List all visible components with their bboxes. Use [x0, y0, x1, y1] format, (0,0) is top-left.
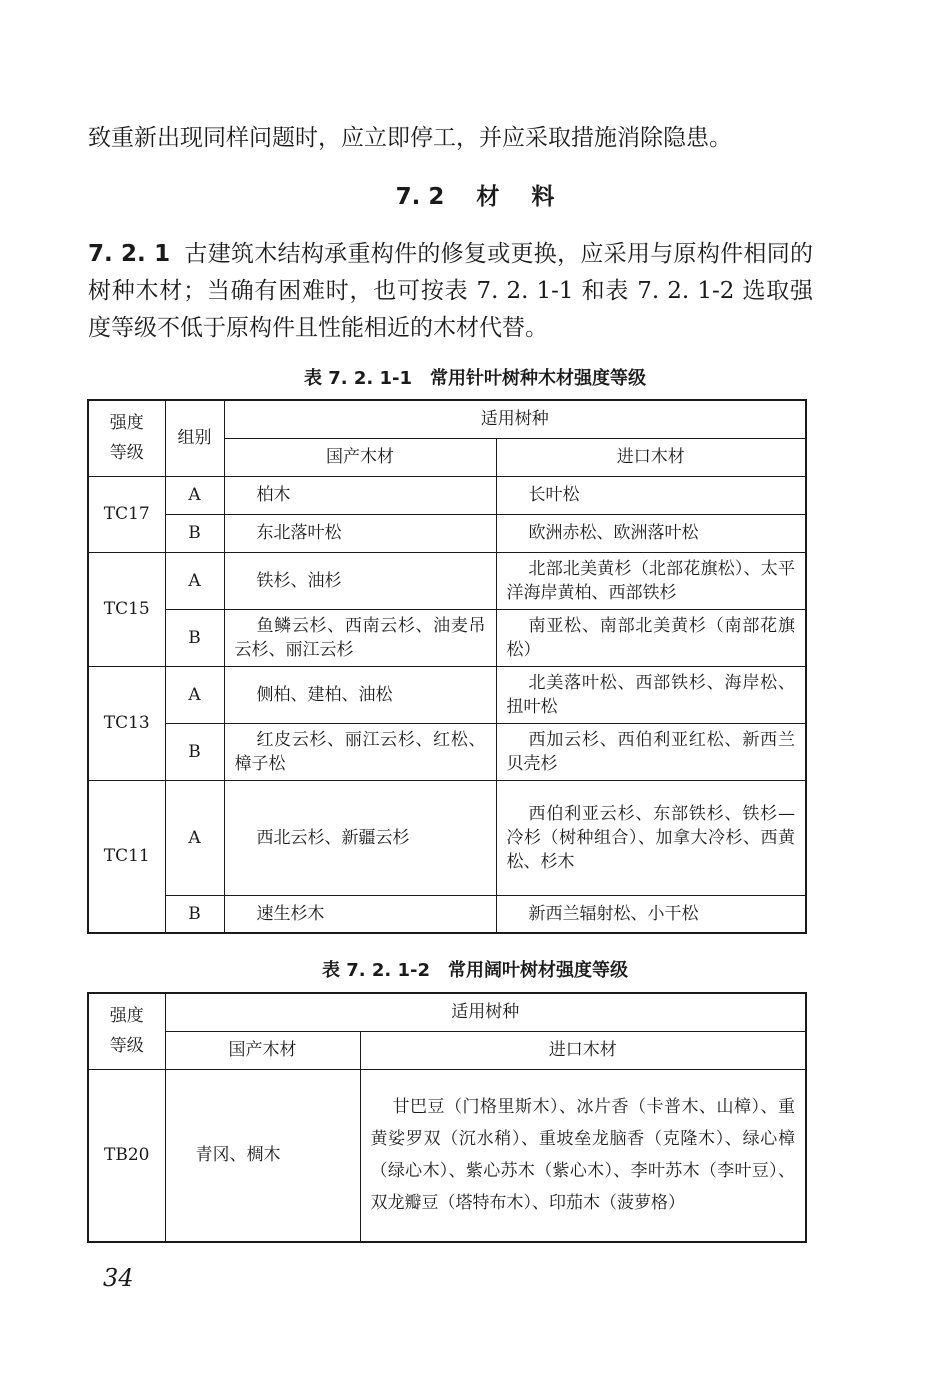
imported-cell: 西伯利亚云杉、东部铁杉、铁杉—冷杉（树种组合）、加拿大冷杉、西黄松、杉木 — [496, 780, 806, 895]
imported-cell: 北部北美黄杉（北部花旗松）、太平洋海岸黄柏、西部铁杉 — [496, 552, 806, 609]
group-cell: B — [165, 609, 224, 666]
imported-cell: 西加云杉、西伯利亚红松、新西兰贝壳杉 — [496, 723, 806, 780]
domestic-cell: 东北落叶松 — [224, 514, 496, 552]
domestic-cell: 西北云杉、新疆云杉 — [224, 780, 496, 895]
section-number: 7. 2 — [395, 184, 445, 210]
clause-text: 古建筑木结构承重构件的修复或更换，应采用与原构件相同的树种木材；当确有困难时，也可按表 7. 2. 1-1 和表 7. 2. 1-2 选取强度等级不低于原构件且性能相近的木材代替。 — [88, 241, 814, 341]
header-species: 适用树种 — [224, 400, 806, 438]
imported-cell: 甘巴豆（门格里斯木）、冰片香（卡普木、山樟）、重黄娑罗双（沉水稍）、重坡垒龙脑香（克隆木）、绿心樟（绿心木）、紫心苏木（紫心木）、李叶苏木（李叶豆）、双龙瓣豆（塔特布木）、印茄木（菠萝格） — [360, 1069, 806, 1242]
domestic-cell: 铁杉、油杉 — [224, 552, 496, 609]
domestic-cell: 速生杉木 — [224, 895, 496, 933]
table-softwood-grades — [87, 399, 807, 934]
group-cell: A — [165, 552, 224, 609]
table2-caption: 表 7. 2. 1-2 常用阔叶树材强度等级 — [321, 960, 629, 981]
grade-cell: TC13 — [88, 666, 165, 780]
domestic-cell: 红皮云杉、丽江云杉、红松、樟子松 — [224, 723, 496, 780]
header-species: 适用树种 — [165, 993, 806, 1031]
group-cell: B — [165, 895, 224, 933]
grade-cell: TC15 — [88, 552, 165, 666]
domestic-cell: 侧柏、建柏、油松 — [224, 666, 496, 723]
table-hardwood-grades — [87, 992, 807, 1243]
domestic-cell: 青冈、椆木 — [165, 1069, 360, 1242]
header-domestic: 国产木材 — [165, 1031, 360, 1069]
group-cell: B — [165, 723, 224, 780]
group-cell: A — [165, 666, 224, 723]
imported-cell: 欧洲赤松、欧洲落叶松 — [496, 514, 806, 552]
imported-cell: 北美落叶松、西部铁杉、海岸松、扭叶松 — [496, 666, 806, 723]
imported-cell: 南亚松、南部北美黄杉（南部花旗松） — [496, 609, 806, 666]
header-group: 组别 — [165, 400, 224, 476]
group-cell: A — [165, 780, 224, 895]
clause-number: 7. 2. 1 — [88, 241, 171, 267]
header-imported: 进口木材 — [496, 438, 806, 476]
section-title-char-2: 料 — [531, 184, 555, 210]
grade-cell: TB20 — [88, 1069, 165, 1242]
paragraph-continuation: 致重新出现同样问题时，应立即停工，并应采取措施消除隐患。 — [88, 125, 732, 151]
header-imported: 进口木材 — [360, 1031, 806, 1069]
section-title-char-1: 材 — [476, 184, 500, 210]
group-cell: A — [165, 476, 224, 514]
header-grade: 强度等级 — [88, 400, 165, 476]
imported-cell: 长叶松 — [496, 476, 806, 514]
header-grade: 强度等级 — [88, 993, 165, 1069]
grade-cell: TC17 — [88, 476, 165, 552]
clause-7-2-1 — [88, 236, 813, 347]
domestic-cell: 鱼鳞云杉、西南云杉、油麦吊云杉、丽江云杉 — [224, 609, 496, 666]
group-cell: B — [165, 514, 224, 552]
imported-cell: 新西兰辐射松、小干松 — [496, 895, 806, 933]
grade-cell: TC11 — [88, 780, 165, 933]
header-domestic: 国产木材 — [224, 438, 496, 476]
section-heading — [0, 178, 950, 211]
page-number: 34 — [103, 1264, 134, 1292]
table1-caption: 表 7. 2. 1-1 常用针叶树种木材强度等级 — [303, 368, 647, 389]
domestic-cell: 柏木 — [224, 476, 496, 514]
